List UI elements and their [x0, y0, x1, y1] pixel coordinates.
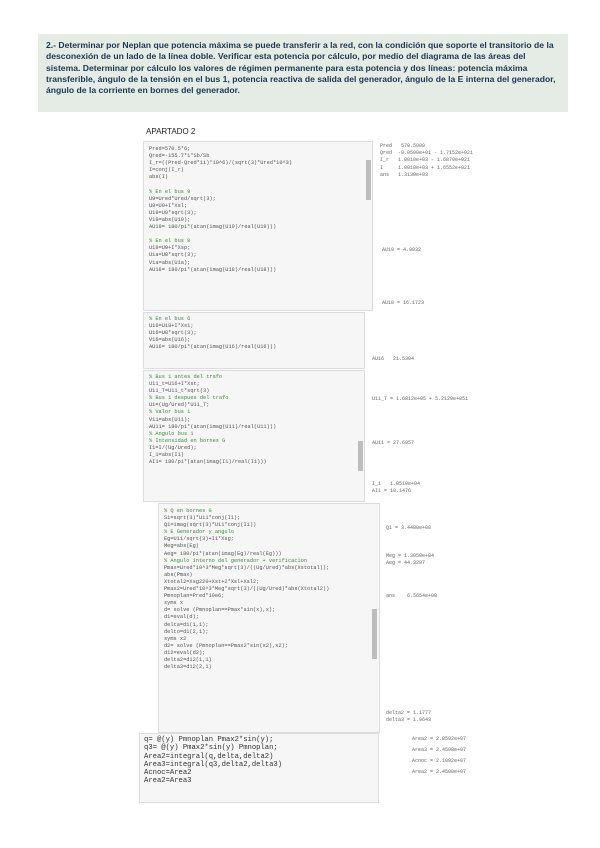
- output-line: AU11 = 27.6957: [372, 440, 415, 446]
- code-line: U11_t=U16+I*Xst;: [149, 381, 200, 388]
- code-line: V19=abs(U19);: [149, 216, 191, 223]
- output-line: ans 6.5654e+08: [386, 593, 438, 599]
- output-line: AU18 = 16.1723: [382, 300, 425, 306]
- output-line: I_1 1.8510e+04: [372, 481, 421, 487]
- output-line: Acnoc = 2.1092e+07: [412, 758, 467, 764]
- code-line: q3= @(y) Pmax2*sin(y) Pmnoplan;: [144, 744, 278, 753]
- code-line: U1a=U8*sqrt(3);: [149, 252, 197, 259]
- output-line: Area2 = 2.4500e+07: [412, 769, 467, 775]
- output-line: Aeg = 44.3287: [386, 560, 426, 567]
- code-comment: % Q en bornes G: [164, 508, 212, 514]
- output-delta: [386, 710, 431, 724]
- output-line: Q1 = 3.4480e+08: [386, 525, 432, 531]
- code-line: Pmax=Ured*10^3*Meg*sqrt(3)/((Ug/Ured)*abs(Xstotal));: [164, 564, 330, 571]
- code-line: d12=eval(d2);: [164, 649, 206, 656]
- code-line: d= solve (Pmnoplan==Pmax*sin(x),x);: [164, 607, 276, 614]
- output-bus8: [382, 300, 424, 307]
- output-line: ans 1.3130e+03: [380, 171, 429, 178]
- code-comment: % Bus 1 antes del trafo: [149, 374, 223, 380]
- output-line: I_r 1.0010e+03 - 1.6870e+02i: [380, 157, 471, 164]
- code-line: [149, 231, 367, 238]
- code-line: U1=(Ug/Ured)*U11_T;: [149, 402, 210, 409]
- code-line: AU19= 180/pi*(atan(imag(U19)/real(U19))): [149, 224, 277, 231]
- code-line: Acnoc=Area2: [144, 769, 192, 778]
- output-line: Meg = 1.3050e+04: [386, 553, 435, 559]
- code-line: Pmnoplan=Pred*10e6;: [164, 593, 225, 600]
- code-block: [149, 316, 359, 351]
- code-block: [149, 374, 359, 466]
- scrollbar[interactable]: [372, 609, 377, 659]
- code-line: delta=d1(1,1);: [164, 621, 209, 628]
- code-comment: % Angulo bus 1: [149, 430, 194, 437]
- code-comment: % Bus 1 despues del trafo: [149, 395, 229, 402]
- code-line: I_1=abs(I1): [149, 452, 184, 459]
- code-line: V1a=abs(U1a);: [149, 259, 191, 266]
- code-line: d2= solve (Pmnoplan==Pmax2*sin(x2),x2);: [164, 642, 288, 649]
- code-line: d1=eval(d);: [164, 614, 199, 621]
- code-comment: % En el bus 9: [149, 188, 191, 195]
- code-line: AI1= 180/pi*(atan(imag(I1)/real(I1))): [149, 459, 267, 466]
- output-i1: [372, 481, 420, 495]
- output-q1: [386, 525, 431, 532]
- code-line: AU16= 180/pi*(atan(imag(U16)/real(U16))): [149, 344, 277, 351]
- code-comment: % En el bus 8: [149, 238, 191, 245]
- code-line: U9=Ured*Ured/sqrt(3);: [149, 195, 216, 202]
- code-line: delta2=d12(1,1): [164, 656, 212, 663]
- code-line: Area2=Area3: [144, 777, 192, 786]
- code-comment: % E Generador y angulo: [164, 529, 234, 536]
- output-line: Pred 570.5000: [380, 143, 426, 149]
- code-panel-3: [143, 370, 365, 502]
- code-line: Area2=integral(q,delta,delta2): [144, 752, 274, 761]
- problem-statement: 2.- Determinar por Neplan que potencia máxima se puede transferir a la red, con la condición que soporte el transitorio de la desconexión de un lado de la línea doble. Verificar esta potencia por cálculo, por medio del diagrama de las áreas del sistema. Determinar por cálculo los valores de régimen permanente para esta potencia y dos líneas: potencia máxima transferible, ángulo de la tensión en el bus 1, potencia reactiva de salida del generador, ángulo de la E interna del generador, ángulo de la corriente en bornes del generador.: [38, 34, 568, 112]
- code-line: Qred=-155.7*1*Sb/Sb: [149, 153, 210, 160]
- code-line: U16=U8*sqrt(3);: [149, 330, 197, 337]
- output-line: AI1 = 10.1476: [372, 488, 412, 495]
- output-line: U11_T = 1.6812e+05 + 5.2120e+05i: [372, 396, 469, 402]
- scrollbar[interactable]: [366, 160, 371, 200]
- code-line: S1=sqrt(3)*U11*conj(I1);: [164, 515, 241, 522]
- code-block: [164, 508, 374, 671]
- code-line: Xtotal2=Xsg220+Xst+2*Xsl+Xsl2;: [164, 578, 260, 585]
- code-line: syms x2: [164, 635, 187, 642]
- output-line: delta3 = 1.9643: [386, 717, 432, 724]
- code-line: delta3=d12(2,1): [164, 664, 212, 671]
- scrollbar[interactable]: [358, 441, 363, 471]
- code-line: U9=U9+I*Xsl;: [149, 202, 188, 209]
- output-areas: [412, 734, 466, 778]
- code-line: Pmax2=Ured*10^3*Meg*sqrt(3)/((Ug/Ured)*abs(Xtotal2)): [164, 586, 330, 593]
- code-line: Q1=imag(sqrt(3)*U11*conj(I1)): [164, 522, 257, 529]
- output-au11: [372, 440, 414, 447]
- code-line: V11=abs(U11);: [149, 416, 191, 423]
- code-panel-5: [139, 733, 379, 803]
- code-block: [144, 736, 374, 786]
- code-panel-1: [143, 141, 373, 311]
- code-line: U16=U18+I*Xs1;: [149, 323, 194, 330]
- output-line: AU16 21.5304: [372, 356, 415, 362]
- output-bus6: [372, 356, 414, 363]
- code-line: I=conj(I_r): [149, 167, 184, 174]
- code-line: abs(Pmax): [164, 571, 193, 578]
- output-line: delta2 = 1.1777: [386, 710, 432, 716]
- output-line: Area3 = 2.4598e+07: [412, 747, 467, 753]
- code-line: U19=U9*sqrt(3);: [149, 209, 197, 216]
- code-line: AU11= 180/pi*(atan(imag(U11)/real(U11))): [149, 423, 277, 430]
- code-line: Pred=570.5*6;: [149, 146, 191, 152]
- code-comment: % Intensidad en bornes G: [149, 437, 226, 444]
- code-line: abs(I): [149, 174, 169, 181]
- code-line: I_r=((Pred-Qred*1i)*10^6)/(sqrt(3)*Ured*10^3): [149, 160, 293, 167]
- output-meg: [386, 553, 434, 567]
- code-line: I1=I/(Ug/Ured);: [149, 444, 197, 451]
- code-line: [149, 181, 367, 188]
- code-line: AU18= 180/pi*(atan(imag(U18)/real(U18))): [149, 266, 277, 273]
- output-line: Qred -9.0500e+01 - 1.7152e+02i: [380, 150, 474, 157]
- output-line: AU19 = 4.9932: [382, 247, 422, 253]
- code-line: Meg=abs(Eg): [164, 543, 199, 550]
- output-line: I 1.0010e+03 + 1.6552e+02i: [380, 164, 471, 171]
- code-panel-2: [143, 312, 365, 369]
- section-title: APARTADO 2: [146, 127, 196, 136]
- output-line: Area2 = 2.8592e+07: [412, 736, 467, 742]
- code-panel-4: [158, 503, 380, 733]
- code-line: U18=U9+I*Xsp;: [149, 245, 191, 252]
- code-line: U11_T=U11_t*sqrt(3): [149, 388, 210, 395]
- code-comment: % En el bus 6: [149, 316, 191, 322]
- code-line: q= @(y) Pmnoplan Pmax2*sin(y);: [144, 736, 274, 744]
- output-bus1: [372, 396, 468, 403]
- code-line: delto=d1(2,1);: [164, 628, 209, 635]
- code-comment: % Valor bus 1: [149, 409, 191, 416]
- code-block: [149, 146, 367, 274]
- code-line: Area3=integral(q3,delta2,delta3): [144, 760, 283, 769]
- output-ans: [386, 593, 437, 600]
- code-line: Eg=U11/sqrt(3)+I1*Xsg;: [164, 536, 234, 543]
- output-top: [380, 143, 473, 179]
- code-line: Aeg= 180/pi*(atan(imag(Eg)/real(Eg))): [164, 550, 282, 557]
- output-bus9: [382, 247, 421, 254]
- code-comment: % Angulo interno del generador + verificacion: [164, 557, 308, 564]
- code-line: V16=abs(U16);: [149, 337, 191, 344]
- code-line: syms x: [164, 600, 184, 607]
